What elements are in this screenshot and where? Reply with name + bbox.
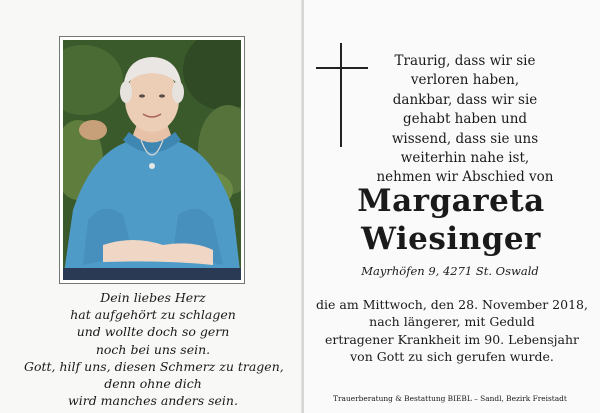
verse-line: hat aufgehört zu schlagen xyxy=(70,307,236,323)
deceased-name xyxy=(320,182,582,258)
verse-line: wird manches anders sein. xyxy=(68,393,238,409)
death-notice-line: nach längerer, mit Geduld xyxy=(369,314,535,330)
intro-line: nehmen wir Abschied von xyxy=(376,169,554,186)
death-notice-line: von Gott zu sich gerufen wurde. xyxy=(350,349,554,365)
intro-text xyxy=(364,52,566,188)
deceased-address: Mayrhöfen 9, 4271 St. Oswald xyxy=(361,264,539,278)
funeral-home-footer: Trauerberatung & Bestattung BIEBL – Sandl, Bezirk Freistadt xyxy=(333,394,567,403)
intro-line: dankbar, dass wir sie xyxy=(392,91,538,108)
intro-line: weiterhin nahe ist, xyxy=(400,150,530,167)
death-notice-line: ertragener Krankheit im 90. Lebensjahr xyxy=(324,331,580,347)
intro-line: verloren haben, xyxy=(410,72,520,89)
cross-icon xyxy=(316,43,368,147)
portrait-photo xyxy=(63,40,241,280)
last-name: Wiesinger xyxy=(361,221,541,257)
verse-line: denn ohne dich xyxy=(104,376,202,392)
intro-line: Traurig, dass wir sie xyxy=(394,53,536,69)
intro-line: wissend, dass sie uns xyxy=(391,130,539,147)
verse-line: Gott, hilf uns, diesen Schmerz zu tragen, xyxy=(24,358,284,374)
portrait-illustration xyxy=(63,40,241,280)
verse-line: Dein liebes Herz xyxy=(100,290,206,305)
verse-line: noch bei uns sein. xyxy=(95,341,211,357)
portrait-frame xyxy=(59,36,245,284)
first-name: Margareta xyxy=(357,183,545,219)
verse-line: und wollte doch so gern xyxy=(76,324,230,340)
death-notice-line: die am Mittwoch, den 28. November 2018, xyxy=(316,297,588,312)
memorial-verse xyxy=(24,289,282,409)
death-notice xyxy=(312,296,592,366)
intro-line: gehabt haben und xyxy=(402,111,528,128)
